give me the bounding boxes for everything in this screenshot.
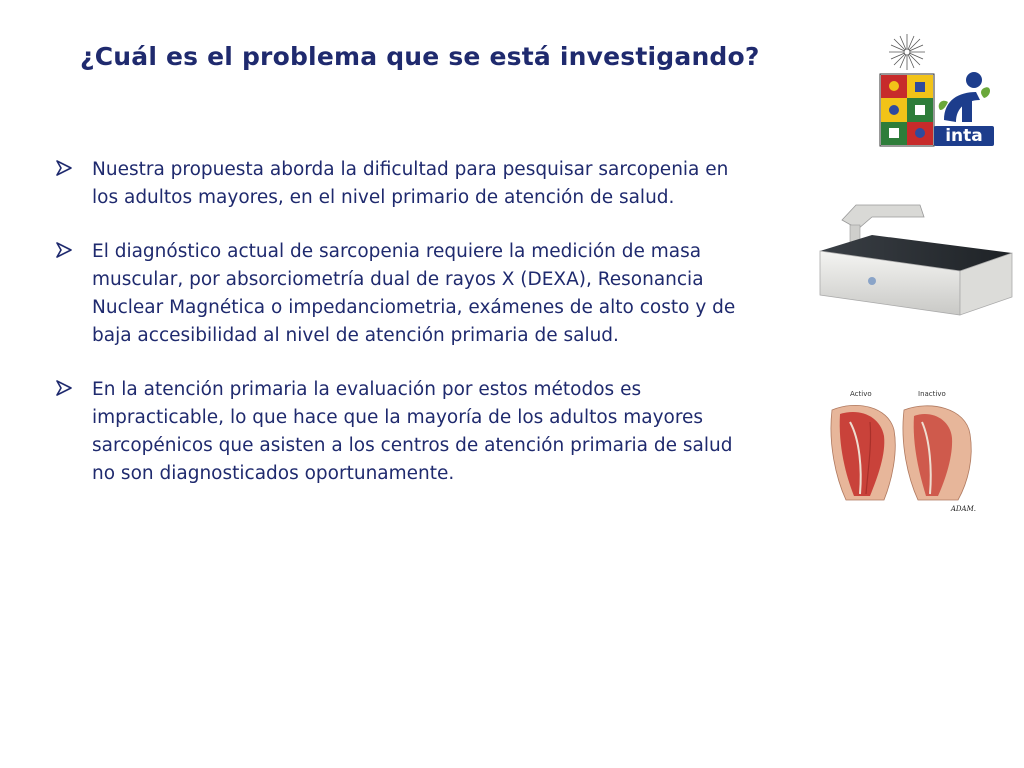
dexa-scanner-image	[812, 195, 1016, 330]
arm-muscle-illustration	[826, 400, 976, 510]
bullet-text: El diagnóstico actual de sarcopenia requiere la medición de masa muscular, por absorciometría dual de rayos X (DEXA), Resonancia Nuclear Magnética o impedanciometria, exámenes de alto costo y de baja accesibilidad al nivel de atención primaria de salud.	[92, 241, 736, 346]
label-inactive: Inactivo	[918, 390, 946, 398]
bullet-item	[54, 238, 824, 350]
university-crest-logo	[878, 30, 936, 148]
bullet-text: En la atención primaria la evaluación por estos métodos es impracticable, lo que hace que la mayoría de los adultos mayores sarcopénicos que asisten a los centros de atención primaria de salud no son diagnosticados oportunamente.	[92, 379, 733, 484]
bullet-list	[54, 156, 824, 514]
arrow-bullet-icon	[54, 378, 74, 398]
bullet-item	[54, 156, 824, 212]
slide-title: ¿Cuál es el problema que se está investigando?	[80, 42, 760, 71]
bullet-text: Nuestra propuesta aborda la dificultad para pesquisar sarcopenia en los adultos mayores, en el nivel primario de atención de salud.	[92, 159, 729, 208]
arrow-bullet-icon	[54, 240, 74, 260]
inta-logo	[934, 70, 994, 148]
inta-figure-icon	[934, 70, 994, 126]
bullet-item	[54, 376, 824, 488]
illustration-credit: ADAM.	[950, 505, 976, 513]
muscle-comparison-image	[826, 390, 976, 515]
inta-wordmark: inta	[934, 126, 994, 146]
arrow-bullet-icon	[54, 158, 74, 178]
label-active: Activo	[850, 390, 872, 398]
